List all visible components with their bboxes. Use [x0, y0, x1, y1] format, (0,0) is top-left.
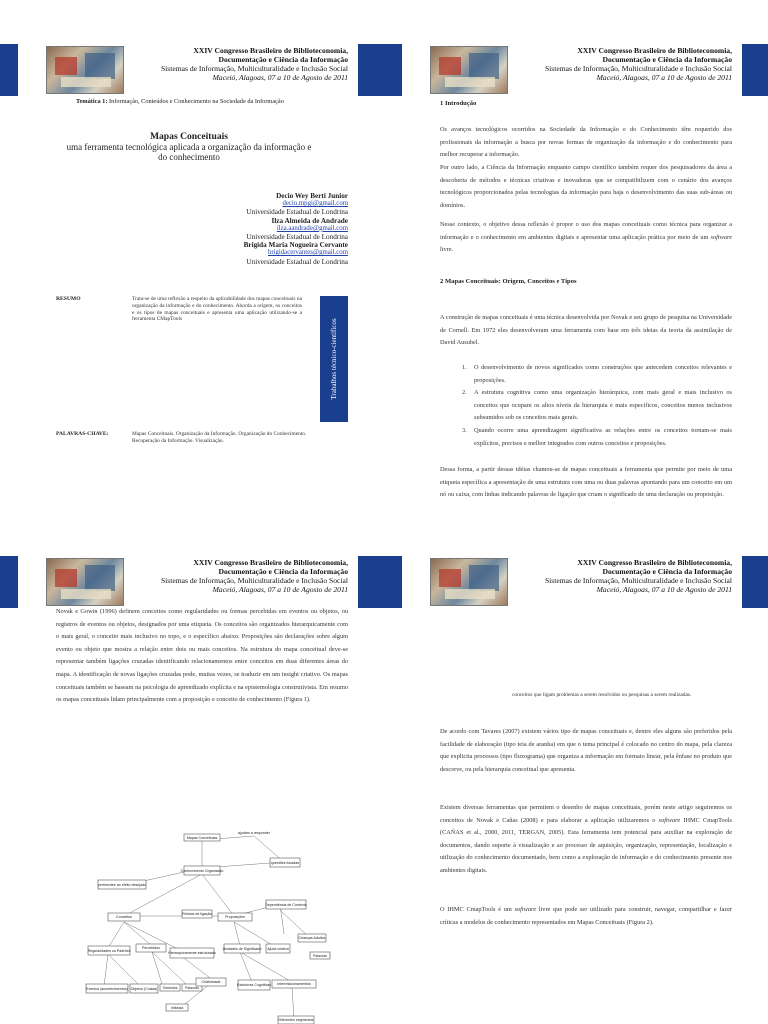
list-item [462, 387, 732, 425]
subtitle-line-2: do conhecimento [158, 152, 220, 162]
concept-node [278, 1016, 314, 1024]
resumo-label: RESUMO [56, 296, 81, 302]
header-line-3: Sistemas de Informação, Multiculturalidade e Inclusão Social [160, 64, 348, 73]
header-line-3: Sistemas de Informação, Multiculturalidade e Inclusão Social [544, 64, 732, 73]
concept-node [218, 913, 252, 921]
intro-paragraph: Por outro lado, a Ciência da Informação enquanto campo científico também requer dos pesquisadores da área a descoberta de métodos e técnicas criativas e inovadoras que se compatibilizem com o cenário dos avanços tecnológicos proporcionados pelas tecnologias da informação para haja o desenvolvimento das suas sub-áreas ou domínios. [440, 164, 732, 209]
node-label: Mapas Conceituais [186, 836, 218, 840]
page-header [0, 512, 384, 608]
header-line-2: Documentação e Ciência da Informação [602, 55, 732, 64]
text-run: livre que pode ser utilizado para construir, navegar, compartilhar e fazer críticas a modelos de conhecimento representados em Mapas Conceituais (Figura 2). [440, 906, 732, 926]
node-label: Palavras [313, 954, 327, 958]
node-label: Objetos (Coisas) [130, 987, 158, 991]
header-line-4: Maceió, Alagoas, 07 a 10 de Agosto de 2011 [596, 73, 732, 82]
text-run-italic: software [514, 906, 537, 913]
list-item-text: Quando ocorre uma aprendizagem significativa as relações entre os conceitos tornam-se mais explícitos, precisos e melhor integrados com outros conceitos e proposições. [474, 426, 732, 447]
header-band-left [0, 44, 18, 96]
concept-node [272, 980, 316, 988]
concept-node [196, 978, 226, 986]
concept-node [223, 944, 262, 953]
intro-paragraph: Os avanços tecnológicos ocorridos na Sociedade da Informação e do Conhecimento têm requerido dos profissionais da informação a busca por novas formas de organização da informação e do conhecimento para melhor recuperar a informação. [440, 126, 732, 159]
concept-map-nodes [86, 831, 330, 1024]
author-email-link[interactable]: brigidacervantes@gmail.com [267, 249, 348, 257]
category-sidebar [320, 296, 348, 422]
cmaptools-paragraph [440, 904, 732, 929]
header-line-4: Maceió, Alagoas, 07 a 10 de Agosto de 2011 [212, 585, 348, 594]
node-label: Rótulos de ligação [182, 912, 212, 916]
node-label: Proposições [225, 915, 245, 919]
author-name: Brigida Maria Nogueira Cervante [243, 241, 348, 250]
author-name: Ilza Almeida de Andrade [271, 216, 348, 225]
header-line-1: XXIV Congresso Brasileiro de Biblioteconomia, [577, 558, 732, 567]
concept-node [166, 1004, 188, 1011]
concept-node [160, 984, 180, 991]
concept-node [310, 952, 330, 959]
concept-node [108, 913, 140, 921]
concept-node [184, 834, 220, 841]
cmaptools-paragraph [440, 802, 732, 878]
tematica [76, 98, 284, 105]
header-band-left [0, 556, 18, 608]
list-item-number: 2. [462, 389, 467, 397]
page-header [0, 0, 384, 96]
continued-paragraph: conceitos que ligam problemas a serem resolvidos ou pesquisas a serem realizadas. [512, 692, 692, 698]
resumo-text: Trata-se de uma reflexão a respeito da aplicabilidade dos mapas conceituais na organização da informação e do conhecimento. Aborda a origem, os conceitos e os tipos de mapas conceituais e apresenta uma aplicação utilizando-se a ferramenta CMapTools [132, 296, 302, 323]
header-line-3: Sistemas de Informação, Multiculturalidade e Inclusão Social [160, 576, 348, 585]
node-label: Dependência de Contexto [265, 903, 307, 907]
category-sidebar-label: Trabalhos técnico-científicos [330, 318, 338, 400]
header-line-4: Maceió, Alagoas, 07 a 10 de Agosto de 2011 [212, 73, 348, 82]
header-line-1: XXIV Congresso Brasileiro de Biblioteconomia, [193, 558, 348, 567]
keywords-label: PALAVRAS-CHAVE: [56, 431, 109, 437]
concept-node [298, 934, 326, 942]
text-run: O IHMC CmapTools é um [440, 906, 515, 913]
node-label: Infância [170, 1006, 184, 1010]
page-1 [0, 0, 384, 512]
node-label: ajudam a responder [238, 831, 270, 835]
header-text [108, 46, 348, 82]
author-institution: Universidade Estadual de Londrina [246, 233, 348, 242]
list-item-text: A estrutura cognitiva como uma organização hierárquica, com mais geral e mais inclusivo os conceitos que ocupam os altos níveis da hierarquia e mais específicos, conceitos menos inclusivos subsumidos sob os conceitos mais gerais. [474, 389, 732, 422]
text-run: IHMC CmapTools (CAÑAS et al., 2000, 2011, TERGAN, 2005). Esta ferramenta tem potencial para auxiliar na exploração de documentos, dando suporte à visualização e ao processo de aquisição, organização, representação, localização e utilização do conhecimento documentado, bem como a exploração de informação e do conhecimento presente nos ambientes digitais. [440, 816, 732, 874]
node-label: pertinentes ao efeito desejado [97, 883, 147, 887]
concept-node [181, 866, 224, 875]
section-2-paragraph: A construção de mapas conceituais é uma técnica desenvolvida por Novak e seu grupo de pesquisa na Universidade de Cornell. Em 1972 eles desenvolveram uma ferramenta com base em três ideias da teoria da assimilação de David Ausubel. [440, 314, 732, 347]
header-band-right [358, 44, 384, 96]
tematica-text: Informação, Conteúdos e Conhecimento na Sociedade da Informação [109, 98, 284, 105]
title: Mapas Conceituais [149, 131, 229, 142]
page-header [384, 512, 768, 608]
list-item [462, 362, 732, 387]
section-2-title: 2 Mapas Conceituais: Origem, Conceitos e Tipos [440, 278, 577, 285]
node-label: Conceitos [116, 915, 132, 919]
author-institution: Universidade Estadual de Londrina [246, 208, 348, 217]
intro-paragraph [440, 219, 732, 257]
header-text [492, 558, 732, 594]
concept-node [136, 944, 166, 952]
node-label: Regularidades ou Padrões [87, 949, 131, 953]
author-name: Decio Wey Berti Junior [276, 192, 348, 200]
page-header [384, 0, 768, 96]
concept-map-figure [84, 828, 334, 1024]
concept-node [237, 980, 271, 990]
text-run: Nesse contexto, o objetivo dessa reflexão é propor o uso dos mapas conceituais como técnica para organizar a informação e o conhecimento em ambientes digitais e apresentar uma aplicação prática por meio de um [440, 221, 732, 241]
list-item-number: 1. [462, 364, 467, 371]
text-run: livre. [440, 246, 454, 254]
concept-node [270, 858, 300, 867]
concept-map-svg [84, 828, 334, 1024]
header-line-2: Documentação e Ciência da Informação [602, 567, 732, 576]
header-text [492, 46, 732, 82]
node-label: Interrelacionamentos [277, 982, 311, 986]
node-label: Crianças Adultos [298, 936, 326, 940]
subtitle-line-1: uma ferramenta tecnológica aplicada a organização da informação e [66, 142, 312, 152]
concept-node [130, 984, 158, 993]
keywords-text: Mapas Conceituais. Organização da Informação. Organização do Conhecimento. Recuperação da Informação. Visualização. [132, 431, 307, 444]
node-label: Palavras [185, 986, 199, 990]
tematica-label: Temática 1: [76, 98, 108, 105]
concept-node [265, 900, 307, 909]
author-email-link[interactable]: decio.mpgi@gmail.com [282, 200, 348, 208]
concepts-paragraph: Novak e Gowin (1996) definem conceitos como regularidades ou formas percebidas em eventos ou objetos, ou registros de eventos ou objetos, designados por uma etiqueta. Os conceitos são organizados hierarquicamente com o mais geral, o conceito mais inclusivo no topo, e o específico abaixo. Proposições são declarações sobre algum evento ou objeto que mostra a relação entre dois ou mais conceitos. Na estrutura do mapa conceitual deve-se representar também ligações cruzadas identificando relacionamentos entre conceitos em duas diferentes áreas do mapa. A identificação de novas ligações cruzadas pode, muitas vezes, se traduzir em um insight criativo. Os mapas conceituais também se baseam na psicologia de aprendizado explícita e na epistemologia construtivista. Em resumo os mapas conceituais lidam principalmente com a proposição e conceito de conhecimento (Figura 1). [56, 608, 348, 704]
section-2-paragraph: Dessa forma, a partir dessas idéias chamou-se de mapas conceituais a ferramenta que permite por meio de uma etiqueta específica a apresentação de uma estrutura com uma ou duas palavras apontando para um conceito em um nó ou caixa, com linhas indicando palavras de ligação que criam o significado de uma declaração ou proposição. [440, 466, 732, 499]
concept-node [266, 944, 290, 953]
concept-node [168, 948, 216, 958]
author-email-link[interactable]: ilza.aandrade@gmail.com [276, 224, 348, 232]
header-band-left [384, 556, 402, 608]
header-band-right [358, 556, 384, 608]
list-item-text: O desenvolvimento de novos significados como construções que antecedem conceitos relevantes e proposições. [474, 364, 732, 384]
concept-node [98, 880, 146, 889]
header-line-1: XXIV Congresso Brasileiro de Biblioteconomia, [193, 46, 348, 55]
node-label: questões focadas [270, 861, 300, 865]
concept-node [238, 831, 271, 835]
node-label: Estruturas Cognitivas [236, 983, 272, 987]
tavares-paragraph: De acordo com Tavares (2007) existem vários tipo de mapas conceituais e, dentre eles alguns são preferidos pela facilidade de elaboração (tipo teia de aranha) em que o tema principal é colocado no centro do mapa, pela clareza que explicita processos (tipo fluxograma) que organiza a informação em formato linear, pela ênfase no produto que descreve, ou pela hierarquia conceitual que apresenta. [440, 728, 732, 773]
text-run-italic: software [710, 233, 732, 241]
node-label: Criatividade [201, 980, 221, 984]
node-label: Percebidos [142, 946, 160, 950]
header-text [108, 558, 348, 594]
node-label: Ajuda criativa [267, 947, 289, 951]
header-band-right [742, 556, 768, 608]
list-item [462, 425, 732, 450]
node-label: Hierarquicamente estruturado [168, 951, 216, 955]
ausubel-list [462, 362, 732, 450]
node-label: Conhecimento Organizado [180, 869, 224, 873]
header-line-2: Documentação e Ciência da Informação [218, 55, 348, 64]
page-4 [384, 512, 768, 1024]
author-institution: Universidade Estadual de Londrina [246, 257, 348, 266]
node-label: Unidades de Significado [222, 947, 262, 951]
concept-node [88, 946, 131, 955]
node-label: Diferentes segmentos [278, 1018, 314, 1022]
section-1-title: 1 Introdução [440, 100, 477, 107]
concept-node [86, 984, 128, 993]
page-2 [384, 0, 768, 512]
document-title [40, 132, 338, 162]
list-item-number: 3. [462, 426, 467, 434]
header-band-left [384, 44, 402, 96]
header-band-right [742, 44, 768, 96]
authors-block [244, 192, 348, 266]
text-run: Existem diversas ferramentas que permitem o desenho de mapas conceituais, porém neste artigo seguiremos os conceitos de Novak e Cañas (2008) e para elaborar a aplicação utilizaremos o [440, 804, 732, 824]
header-line-3: Sistemas de Informação, Multiculturalidade e Inclusão Social [544, 576, 732, 585]
header-line-1: XXIV Congresso Brasileiro de Biblioteconomia, [577, 46, 732, 55]
header-line-2: Documentação e Ciência da Informação [218, 567, 348, 576]
header-line-4: Maceió, Alagoas, 07 a 10 de Agosto de 2011 [596, 585, 732, 594]
node-label: Símbolos [162, 986, 178, 990]
node-label: Eventos (acontecimentos) [86, 987, 128, 991]
text-run-italic: software [658, 816, 681, 824]
concept-node [182, 910, 212, 918]
